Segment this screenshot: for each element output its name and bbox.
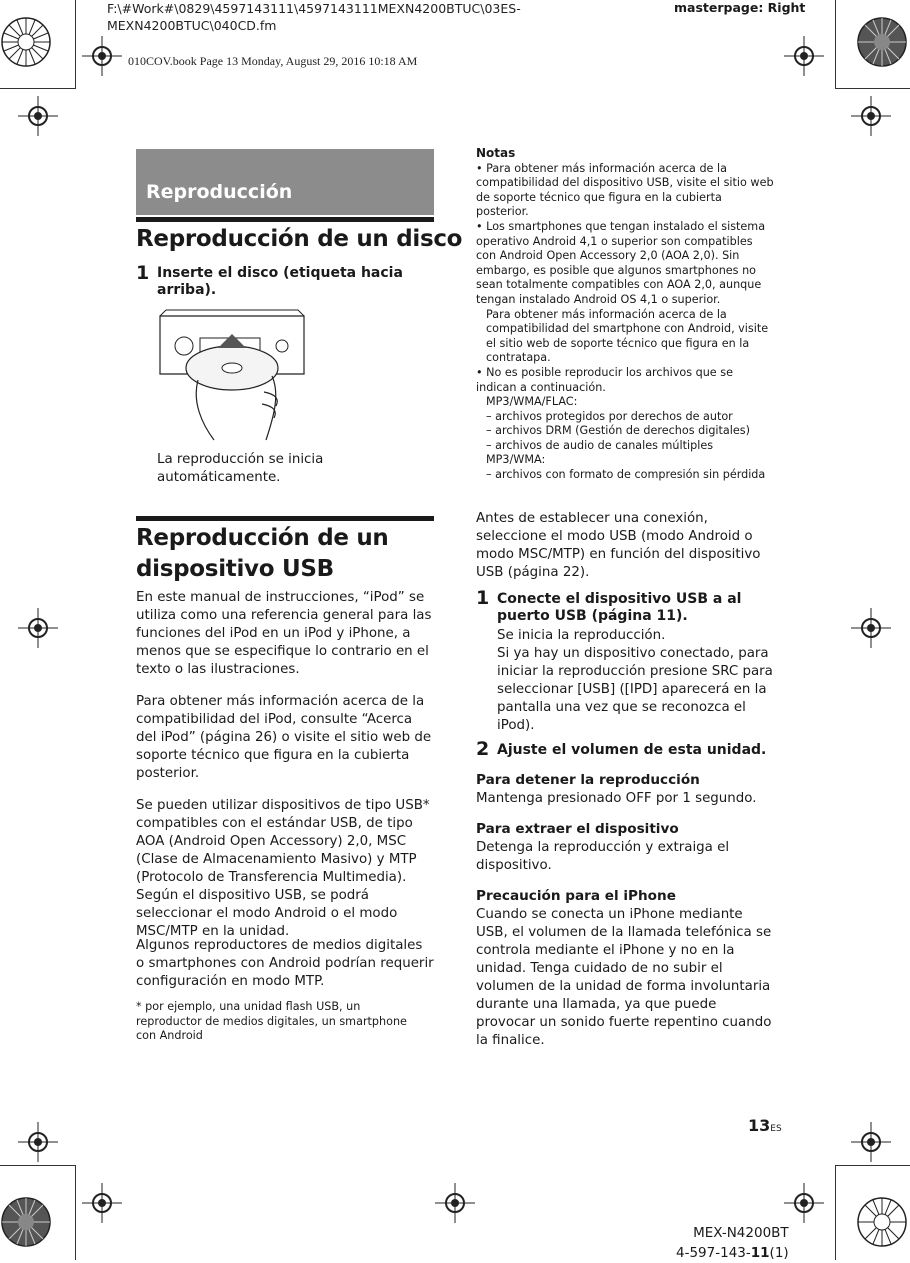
page-suffix: ES <box>770 1124 782 1134</box>
registration-mark-icon <box>18 1122 58 1162</box>
star-target-icon <box>0 1196 52 1248</box>
stop-body: Mantenga presionado OFF por 1 segundo. <box>476 791 757 806</box>
file-path-line: F:\#Work#\0829\4597143111\4597143111MEXN4200BTUC\03ES- <box>107 1 521 16</box>
usb-heading-line: dispositivo USB <box>136 556 334 582</box>
usb-footnote: * por ejemplo, una unidad flash USB, un reproductor de medios digitales, un smartphone con Android <box>136 1000 407 1043</box>
usb-paragraph: Algunos reproductores de medios digitales o smartphones con Android podrían requerir configuración en modo MTP. <box>136 938 434 989</box>
registration-mark-icon <box>851 608 891 648</box>
page-number <box>748 1116 782 1135</box>
remove-body: Detenga la reproducción y extraiga el dispositivo. <box>476 840 730 873</box>
stop-title: Para detener la reproducción <box>476 772 700 788</box>
registration-mark-icon <box>435 1183 475 1223</box>
registration-mark-icon <box>18 608 58 648</box>
file-path <box>107 0 521 34</box>
file-path-line: MEXN4200BTUC\040CD.fm <box>107 18 277 33</box>
star-target-icon <box>0 16 52 68</box>
usb-paragraph: Para obtener más información acerca de la compatibilidad del iPod, consulte “Acerca del iPod” (página 26) o visite el sitio web de soporte técnico que figura en la cubierta posterior. <box>136 694 432 781</box>
note-subhead: MP3/WMA/FLAC: <box>486 395 578 409</box>
book-info: 010COV.book Page 13 Monday, August 29, 2016 10:18 AM <box>128 54 418 68</box>
disc-insert-illustration <box>154 306 310 442</box>
registration-mark-icon <box>784 36 824 76</box>
model-number: MEX-N4200BT <box>693 1225 789 1241</box>
registration-mark-icon <box>82 1183 122 1223</box>
note-item: Para obtener más información acerca de la compatibilidad del smartphone con Android, visite el sitio web de soporte técnico que figura en la contratapa. <box>486 307 769 365</box>
usb-paragraph: Se pueden utilizar dispositivos de tipo USB* compatibles con el estándar USB, de tipo AOA (Android Open Accessory) 2,0, MSC (Clase de Almacenamiento Masivo) y MTP (Protocolo de Transferencia Multimedia). Según el dispositivo USB, se podrá seleccionar el modo Android o el modo MSC/MTP en la unidad. <box>136 798 430 939</box>
note-dash-item: – archivos protegidos por derechos de autor <box>486 409 733 423</box>
caution-title: Precaución para el iPhone <box>476 888 676 904</box>
registration-mark-icon <box>851 1122 891 1162</box>
step-text: Conecte el dispositivo USB a al puerto USB (página 11). <box>497 591 742 624</box>
note-subhead: MP3/WMA: <box>486 453 546 467</box>
step-text: Inserte el disco (etiqueta hacia arriba). <box>157 265 403 298</box>
usb-paragraph: En este manual de instrucciones, “iPod” se utiliza como una referencia general para las funciones del iPod en un iPod y iPhone, a menos que se especifique lo contrario en el texto o las ilustraciones. <box>136 590 432 677</box>
notes-title: Notas <box>476 146 516 160</box>
step-body: Se inicia la reproducción. <box>497 628 666 643</box>
note-dash-item: – archivos con formato de compresión sin pérdida <box>486 468 766 482</box>
star-target-icon <box>856 1196 908 1248</box>
disc-result-text: La reproducción se inicia automáticamente. <box>157 452 324 485</box>
note-item: • Para obtener más información acerca de la compatibilidad del dispositivo USB, visite el sitio web de soporte técnico que figura en la cubierta posterior. <box>476 161 774 219</box>
masterpage-label: masterpage: Right <box>674 0 806 15</box>
note-item: • No es posible reproducir los archivos que se indican a continuación. <box>476 365 733 394</box>
part-number-prefix: 4-597-143- <box>676 1245 751 1261</box>
heading-rule <box>136 516 434 521</box>
usb-intro: Antes de establecer una conexión, seleccione el modo USB (modo Android o modo MSC/MTP) en función del dispositivo USB (página 22). <box>476 511 761 580</box>
step-number: 2 <box>476 738 490 760</box>
note-dash-item: – archivos DRM (Gestión de derechos digitales) <box>486 424 750 438</box>
usb-heading <box>136 523 389 585</box>
registration-mark-icon <box>784 1183 824 1223</box>
registration-mark-icon <box>851 96 891 136</box>
section-title: Reproducción <box>146 181 293 203</box>
registration-mark-icon <box>82 36 122 76</box>
registration-mark-icon <box>18 96 58 136</box>
disc-heading: Reproducción de un disco <box>136 226 463 252</box>
step-number: 1 <box>476 587 490 609</box>
page-number-value: 13 <box>748 1116 771 1135</box>
step-body: Si ya hay un dispositivo conectado, para iniciar la reproducción presione SRC para seleccionar [USB] ([IPD] aparecerá en la pantalla una vez que se reconozca el iPod). <box>497 646 773 733</box>
part-number-bold: 11 <box>750 1245 770 1261</box>
part-number-suffix: (1) <box>769 1245 789 1261</box>
step-text: Ajuste el volumen de esta unidad. <box>497 742 767 758</box>
star-target-icon <box>856 16 908 68</box>
caution-body: Cuando se conecta un iPhone mediante USB, el volumen de la llamada telefónica se controla mediante el iPhone y no en la unidad. Tenga cuidado de no subir el volumen de la unidad de forma involuntaria durante una llamada, ya que puede provocar un sonido fuerte repentino cuando la finalice. <box>476 907 772 1048</box>
step-number: 1 <box>136 262 150 284</box>
note-dash-item: – archivos de audio de canales múltiples <box>486 438 714 452</box>
usb-heading-line: Reproducción de un <box>136 525 389 551</box>
notes-block <box>476 146 774 483</box>
note-item: • Los smartphones que tengan instalado el sistema operativo Android 4,1 o superior son compatibles con Android Open Accessory 2,0 (AOA 2,0). Sin embargo, es posible que algunos smartphones no sean totalmente compatibles con AOA 2,0, aunque tengan instalado Android OS 4,1 o superior. <box>476 219 766 306</box>
heading-rule <box>136 217 434 222</box>
remove-title: Para extraer el dispositivo <box>476 821 679 837</box>
part-number <box>676 1243 789 1263</box>
footer-code <box>676 1223 789 1263</box>
